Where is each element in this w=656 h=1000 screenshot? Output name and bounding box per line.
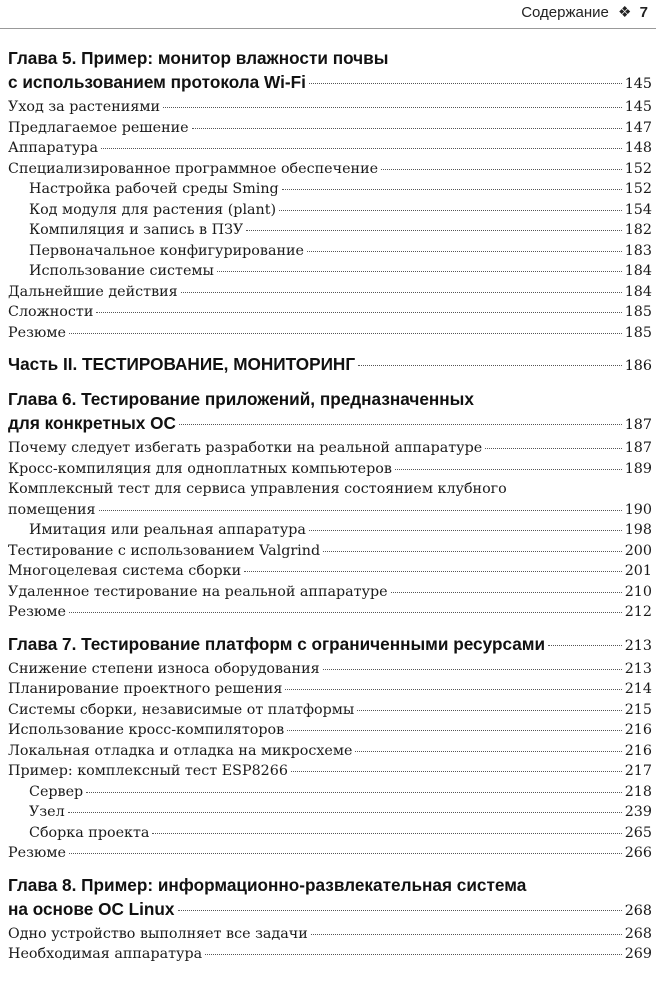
toc-entry-page-number: 266 <box>624 845 652 861</box>
toc-entry-title: Аппаратура <box>8 140 99 156</box>
toc-entry-title: Код модуля для растения (plant) <box>29 201 277 218</box>
chapter-heading[interactable] <box>8 632 652 658</box>
toc-section <box>8 632 652 864</box>
chapter-title-line2: Часть II. ТЕСТИРОВАНИЕ, МОНИТОРИНГ <box>8 354 356 374</box>
dot-leader <box>309 530 622 531</box>
toc-entry-title: Тестирование с использованием Valgrind <box>8 542 321 559</box>
chapter-title-line2: на основе ОС Linux <box>8 898 175 919</box>
toc-entry-page-number: 154 <box>624 201 652 218</box>
toc-entry[interactable] <box>8 261 652 282</box>
toc-entry-title: помещения <box>8 501 96 518</box>
toc-entry-title: Уход за растениями <box>8 99 160 115</box>
chapter-title-line2: с использованием протокола Wi-Fi <box>8 72 306 92</box>
chapter-page-number: 213 <box>624 637 652 654</box>
toc-entry-title: Настройка рабочей среды Sming <box>29 181 279 197</box>
toc-entry-page-number: 216 <box>624 742 652 759</box>
toc-entry[interactable] <box>8 720 652 741</box>
chapter-title-line1: Глава 8. Пример: информационно-развлекательная система <box>8 874 527 895</box>
dot-leader <box>381 169 622 170</box>
toc-entry-title: Системы сборки, независимые от платформы <box>8 701 355 718</box>
running-header <box>0 0 656 29</box>
chapter-title-line2: для конкретных ОС <box>8 413 176 433</box>
dot-leader <box>391 592 622 593</box>
dot-leader <box>279 210 622 211</box>
toc-entry-page-number: 214 <box>624 681 652 697</box>
toc-entry-title: Необходимая аппаратура <box>8 946 203 962</box>
toc-entry-title: Снижение степени износа оборудования <box>8 660 320 677</box>
toc-entry-page-number: 200 <box>624 542 652 559</box>
toc-entry[interactable] <box>8 582 652 603</box>
dot-leader <box>99 510 622 511</box>
chapter-page-number: 145 <box>624 76 652 92</box>
dot-leader <box>395 469 622 470</box>
dot-leader <box>179 424 622 425</box>
dot-leader <box>152 833 621 834</box>
dot-leader <box>358 365 622 366</box>
toc-entry-page-number: 198 <box>624 522 652 538</box>
table-of-contents <box>8 46 652 974</box>
toc-entry-page-number: 268 <box>624 925 652 942</box>
toc-entry-page-number: 184 <box>624 283 652 300</box>
toc-entry-page-number: 217 <box>624 763 652 779</box>
toc-entry[interactable] <box>8 179 652 200</box>
toc-entry-title: Сложности <box>8 304 94 320</box>
toc-entry-page-number: 148 <box>624 140 652 156</box>
toc-entry[interactable] <box>8 679 652 700</box>
dot-leader <box>69 612 622 613</box>
dot-leader <box>246 230 621 231</box>
chapter-heading[interactable] <box>8 46 652 96</box>
toc-entry-title: Предлагаемое решение <box>8 119 189 136</box>
toc-entry[interactable] <box>8 438 652 459</box>
dot-leader <box>69 853 622 854</box>
toc-entry[interactable] <box>8 118 652 139</box>
dot-leader <box>309 83 622 84</box>
dot-leader <box>181 292 622 293</box>
toc-entry[interactable] <box>8 479 652 500</box>
toc-entry[interactable] <box>8 659 652 680</box>
dot-leader <box>205 954 622 955</box>
toc-entry-title: Имитация или реальная аппаратура <box>29 522 306 538</box>
toc-section <box>8 387 652 623</box>
chapter-title-line2: Глава 7. Тестирование платформ с ограниченными ресурсами <box>8 633 546 654</box>
toc-entry-page-number: 218 <box>624 783 652 800</box>
toc-entry-page-number: 152 <box>624 181 652 197</box>
dot-leader <box>355 751 621 752</box>
toc-entry-page-number: 185 <box>624 324 652 341</box>
toc-entry[interactable] <box>8 761 652 782</box>
toc-entry-title: Сервер <box>29 783 84 800</box>
toc-entry[interactable] <box>8 459 652 480</box>
dot-leader <box>323 669 622 670</box>
toc-entry-title: Удаленное тестирование на реальной аппаратуре <box>8 583 388 600</box>
dot-leader <box>101 148 622 149</box>
toc-section <box>8 46 652 343</box>
toc-entry-title: Резюме <box>8 604 66 620</box>
toc-entry-page-number: 147 <box>624 119 652 136</box>
toc-entry-title: Локальная отладка и отладка на микросхеме <box>8 742 353 759</box>
toc-entry[interactable] <box>8 159 652 180</box>
dot-leader <box>548 645 622 646</box>
toc-entry[interactable] <box>8 282 652 303</box>
toc-entry[interactable] <box>8 700 652 721</box>
toc-entry-page-number: 189 <box>624 460 652 477</box>
dot-leader <box>291 771 622 772</box>
toc-entry-page-number: 201 <box>624 563 652 579</box>
toc-entry[interactable] <box>8 823 652 844</box>
toc-section <box>8 873 652 965</box>
dot-leader <box>485 448 622 449</box>
dot-leader <box>96 312 621 313</box>
dot-leader <box>192 128 622 129</box>
toc-entry[interactable] <box>8 802 652 823</box>
toc-entry-title: Почему следует избегать разработки на реальной аппаратуре <box>8 440 483 456</box>
ornament-icon: ❖ <box>618 4 632 21</box>
toc-entry-title: Компиляция и запись в ПЗУ <box>29 222 244 238</box>
toc-entry-title: Использование системы <box>29 263 214 279</box>
toc-entry-page-number: 210 <box>624 583 652 600</box>
toc-entry-title: Использование кросс-компиляторов <box>8 722 285 738</box>
dot-leader <box>86 792 621 793</box>
toc-section <box>8 352 652 378</box>
toc-entry-title: Сборка проекта <box>29 824 150 841</box>
dot-leader <box>323 551 622 552</box>
dot-leader <box>178 910 622 911</box>
dot-leader <box>244 571 622 572</box>
toc-entry-title: Специализированное программное обеспечение <box>8 160 379 177</box>
toc-entry[interactable] <box>8 138 652 159</box>
dot-leader <box>287 730 621 731</box>
toc-entry[interactable] <box>8 97 652 118</box>
toc-entry[interactable] <box>8 843 652 864</box>
toc-entry-page-number: 183 <box>624 242 652 259</box>
toc-entry-title: Планирование проектного решения <box>8 681 283 697</box>
toc-entry[interactable] <box>8 220 652 241</box>
toc-entry-page-number: 216 <box>624 722 652 738</box>
chapter-page-number: 186 <box>624 358 652 374</box>
toc-entry[interactable] <box>8 323 652 344</box>
toc-entry-page-number: 215 <box>624 701 652 718</box>
toc-entry-page-number: 184 <box>624 263 652 279</box>
toc-entry-page-number: 239 <box>624 804 652 820</box>
chapter-title-line1: Глава 5. Пример: монитор влажности почвы <box>8 48 389 68</box>
toc-entry-page-number: 152 <box>624 160 652 177</box>
dot-leader <box>307 251 622 252</box>
toc-entry-page-number: 213 <box>624 660 652 677</box>
toc-entry-page-number: 265 <box>624 824 652 841</box>
dot-leader <box>282 189 622 190</box>
chapter-heading[interactable] <box>8 352 652 378</box>
toc-entry-title: Одно устройство выполняет все задачи <box>8 925 308 942</box>
toc-entry-title: Резюме <box>8 324 66 341</box>
dot-leader <box>69 333 622 334</box>
toc-entry-page-number: 182 <box>624 222 652 238</box>
toc-entry-page-number: 145 <box>624 99 652 115</box>
chapter-page-number: 187 <box>624 417 652 433</box>
toc-entry-title: Кросс-компиляция для одноплатных компьютеров <box>8 460 392 477</box>
toc-entry-title: Пример: комплексный тест ESP8266 <box>8 763 288 779</box>
toc-entry-title: Резюме <box>8 845 66 861</box>
header-text <box>521 3 648 21</box>
dot-leader <box>163 107 622 108</box>
toc-entry[interactable] <box>8 782 652 803</box>
toc-entry[interactable] <box>8 200 652 221</box>
header-title: Содержание <box>521 4 609 21</box>
toc-entry-title: Дальнейшие действия <box>8 283 178 300</box>
dot-leader <box>311 934 622 935</box>
header-page-number: 7 <box>639 4 648 21</box>
toc-entry[interactable] <box>8 741 652 762</box>
chapter-page-number: 268 <box>624 902 652 919</box>
dot-leader <box>357 710 621 711</box>
toc-entry[interactable] <box>8 541 652 562</box>
toc-entry[interactable] <box>8 602 652 623</box>
toc-entry-title: Комплексный тест для сервиса управления состоянием клубного <box>8 481 507 497</box>
dot-leader <box>217 271 622 272</box>
toc-entry[interactable] <box>8 924 652 945</box>
toc-entry-page-number: 269 <box>624 946 652 962</box>
toc-entry-title: Многоцелевая система сборки <box>8 563 242 579</box>
dot-leader <box>68 812 622 813</box>
chapter-heading[interactable] <box>8 873 652 923</box>
chapter-title-line1: Глава 6. Тестирование приложений, предназначенных <box>8 389 474 409</box>
toc-entry[interactable] <box>8 302 652 323</box>
toc-entry-title: Первоначальное конфигурирование <box>29 242 304 259</box>
toc-entry-continuation[interactable] <box>8 500 652 521</box>
toc-entry[interactable] <box>8 561 652 582</box>
toc-entry-page-number: 185 <box>624 304 652 320</box>
toc-entry-page-number: 212 <box>624 604 652 620</box>
toc-entry-page-number: 187 <box>624 440 652 456</box>
toc-entry-page-number: 190 <box>624 501 652 518</box>
chapter-heading[interactable] <box>8 387 652 437</box>
toc-entry-title: Узел <box>29 804 65 820</box>
toc-entry[interactable] <box>8 241 652 262</box>
toc-entry[interactable] <box>8 944 652 965</box>
toc-entry[interactable] <box>8 520 652 541</box>
dot-leader <box>285 689 621 690</box>
